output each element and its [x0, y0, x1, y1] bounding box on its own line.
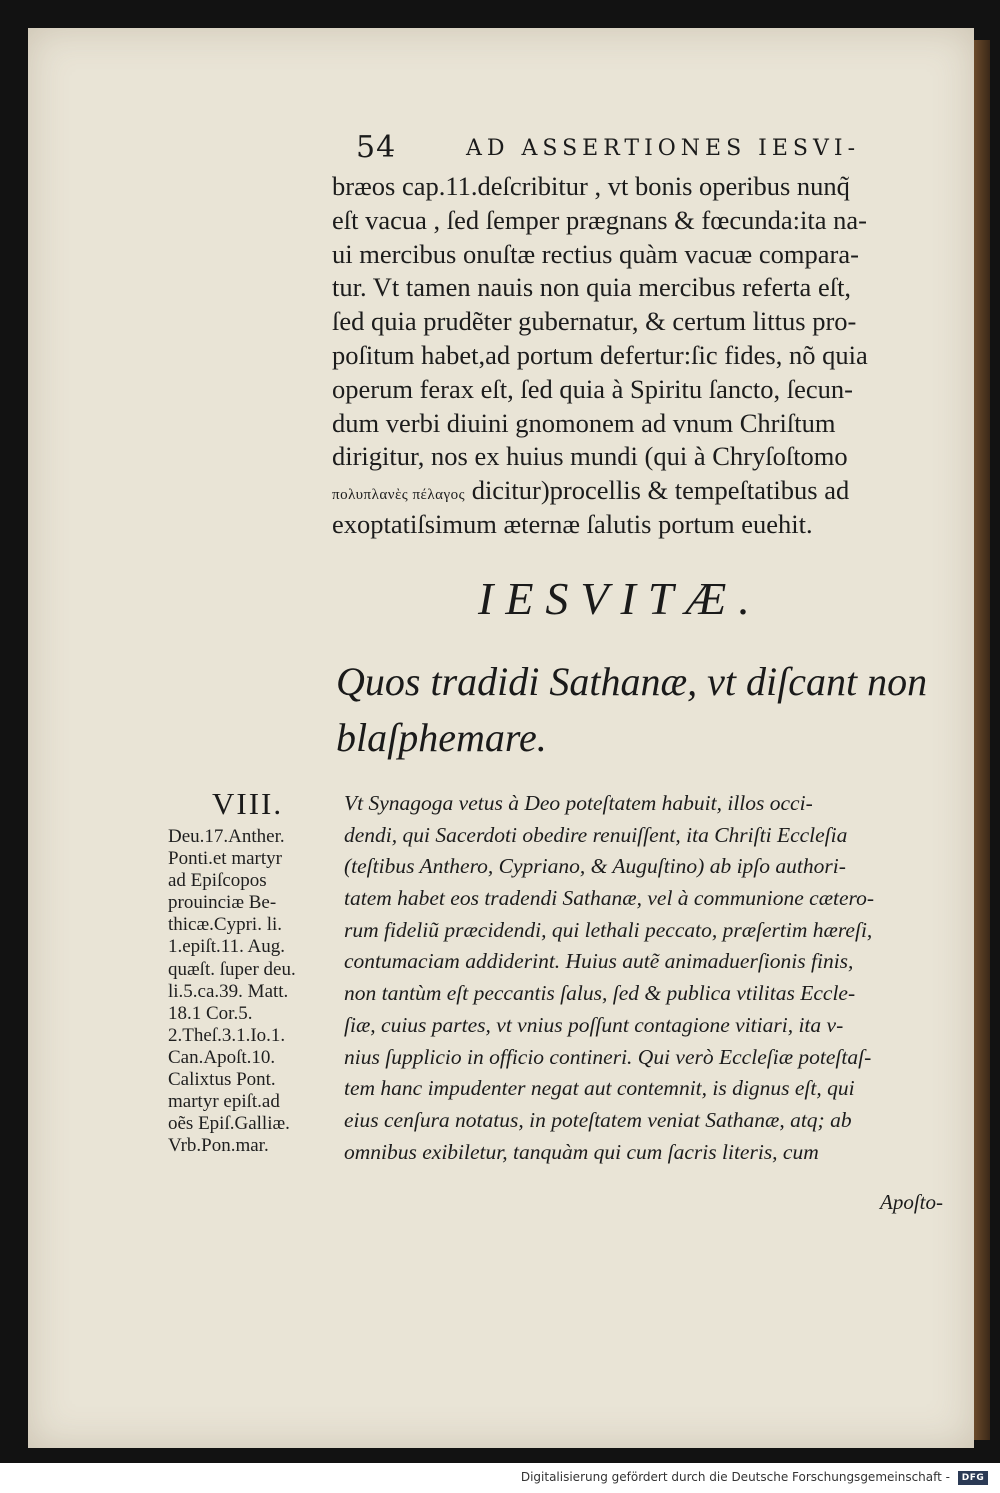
item-number: VIII.: [212, 786, 284, 821]
italic-line: nius ſupplicio in officio contineri. Qui verò Eccleſiæ poteſtaſ-: [344, 1044, 872, 1069]
margin-note: martyr epiſt.ad: [168, 1091, 280, 1113]
italic-line: ſiæ, cuius partes, vt vnius poſſunt contagione vitiari, ita v-: [344, 1012, 844, 1037]
italic-line: tem hanc impudenter negat aut contemnit, is dignus eſt, qui: [344, 1076, 855, 1101]
page-number: 54: [356, 130, 397, 165]
body-line: tur. Vt tamen nauis non quia mercibus referta eſt,: [332, 272, 852, 303]
margin-note: oẽs Epiſ.Galliæ.: [168, 1113, 290, 1135]
margin-note: Calixtus Pont.: [168, 1069, 276, 1091]
italic-line: omnibus exibiletur, tanquàm qui cum ſacris literis, cum: [344, 1139, 819, 1164]
body-line: dirigitur, nos ex huius mundi (qui à Chryſoſtomo: [332, 441, 848, 472]
margin-note: 18.1 Cor.5.: [168, 1002, 253, 1024]
italic-line: eius cenſura notatus, in poteſtatem veniat Sathanæ, atq; ab: [344, 1107, 852, 1132]
italic-line: Vt Synagoga vetus à Deo poteſtatem habuit, illos occi-: [344, 791, 813, 815]
margin-note: Ponti.et martyr: [168, 848, 282, 870]
italic-line: tatem habet eos tradendi Sathanæ, vel à communione cætero-: [344, 886, 875, 911]
footer-bar: [0, 1463, 1000, 1493]
margin-note: Vrb.Pon.mar.: [168, 1135, 269, 1157]
italic-paragraph: [344, 788, 966, 1168]
motto-line: blaſphemare.: [336, 715, 547, 760]
margin-notes: [168, 826, 348, 1157]
footer-credit: Digitalisierung gefördert durch die Deutsche Forschungsgemeinschaft -: [520, 1470, 950, 1484]
dfg-logo-icon: DFG: [958, 1471, 988, 1485]
section-heading: IESVITÆ.: [478, 573, 762, 624]
margin-note: ad Epiſcopos: [168, 870, 267, 892]
body-line: bræos cap.11.deſcribitur , vt bonis operibus nunq̃: [332, 171, 850, 201]
body-line: poſitum habet,ad portum defertur:ſic fides, nõ quia: [332, 339, 868, 370]
body-line: ſed quia prudẽter gubernatur, & certum littus pro-: [332, 306, 857, 337]
margin-note: 1.epiſt.11. Aug.: [168, 936, 285, 958]
margin-note: Can.Apoſt.10.: [168, 1046, 276, 1068]
catchword: Apoſto-: [880, 1190, 943, 1214]
body-line-with-greek: [332, 474, 962, 508]
italic-line: dendi, qui Sacerdoti obedire renuiſſent, ita Chriſti Eccleſia: [344, 822, 848, 847]
body-paragraph: [332, 170, 962, 542]
body-line: ui mercibus onuſtæ rectius quàm vacuæ compara-: [332, 238, 859, 269]
margin-note: 2.Theſ.3.1.Io.1.: [168, 1024, 286, 1046]
margin-note: li.5.ca.39. Matt.: [168, 980, 289, 1002]
body-line-text: dicitur)procellis & tempeſtatibus ad: [471, 475, 850, 506]
motto-line: Quos tradidi Sathanæ, vt diſcant non: [336, 659, 928, 704]
page-header: [356, 130, 876, 166]
book-spine-edge: [974, 40, 990, 1440]
body-line: exoptatiſsimum æternæ ſalutis portum euehit.: [332, 508, 813, 539]
margin-note: quæſt. ſuper deu.: [168, 958, 296, 980]
motto-quote: [336, 658, 966, 762]
running-head: AD ASSERTIONES IESVI-: [466, 136, 861, 161]
italic-line: non tantùm eſt peccantis ſalus, ſed & publica vtilitas Eccle-: [344, 981, 856, 1006]
greek-phrase: πολυπλανὲς πέλαγος: [332, 487, 466, 504]
italic-line: (teſtibus Anthero, Cypriano, & Auguſtino) ab ipſo authori-: [344, 854, 846, 879]
margin-note: Deu.17.Anther.: [168, 826, 285, 847]
italic-line: contumaciam addiderint. Huius autẽ animaduerſionis finis,: [344, 949, 854, 974]
margin-note: prouinciæ Be-: [168, 892, 277, 914]
margin-note: thicæ.Cypri. li.: [168, 914, 282, 936]
body-line: eſt vacua , ſed ſemper prægnans & fœcunda:ita na-: [332, 204, 867, 235]
italic-line: rum fideliũ præcidendi, qui lethali peccato, præſertim hæreſi,: [344, 917, 873, 942]
body-line: operum ferax eſt, ſed quia à Spiritu ſancto, ſecun-: [332, 373, 853, 404]
body-line: dum verbi diuini gnomonem ad vnum Chriſtum: [332, 407, 836, 438]
